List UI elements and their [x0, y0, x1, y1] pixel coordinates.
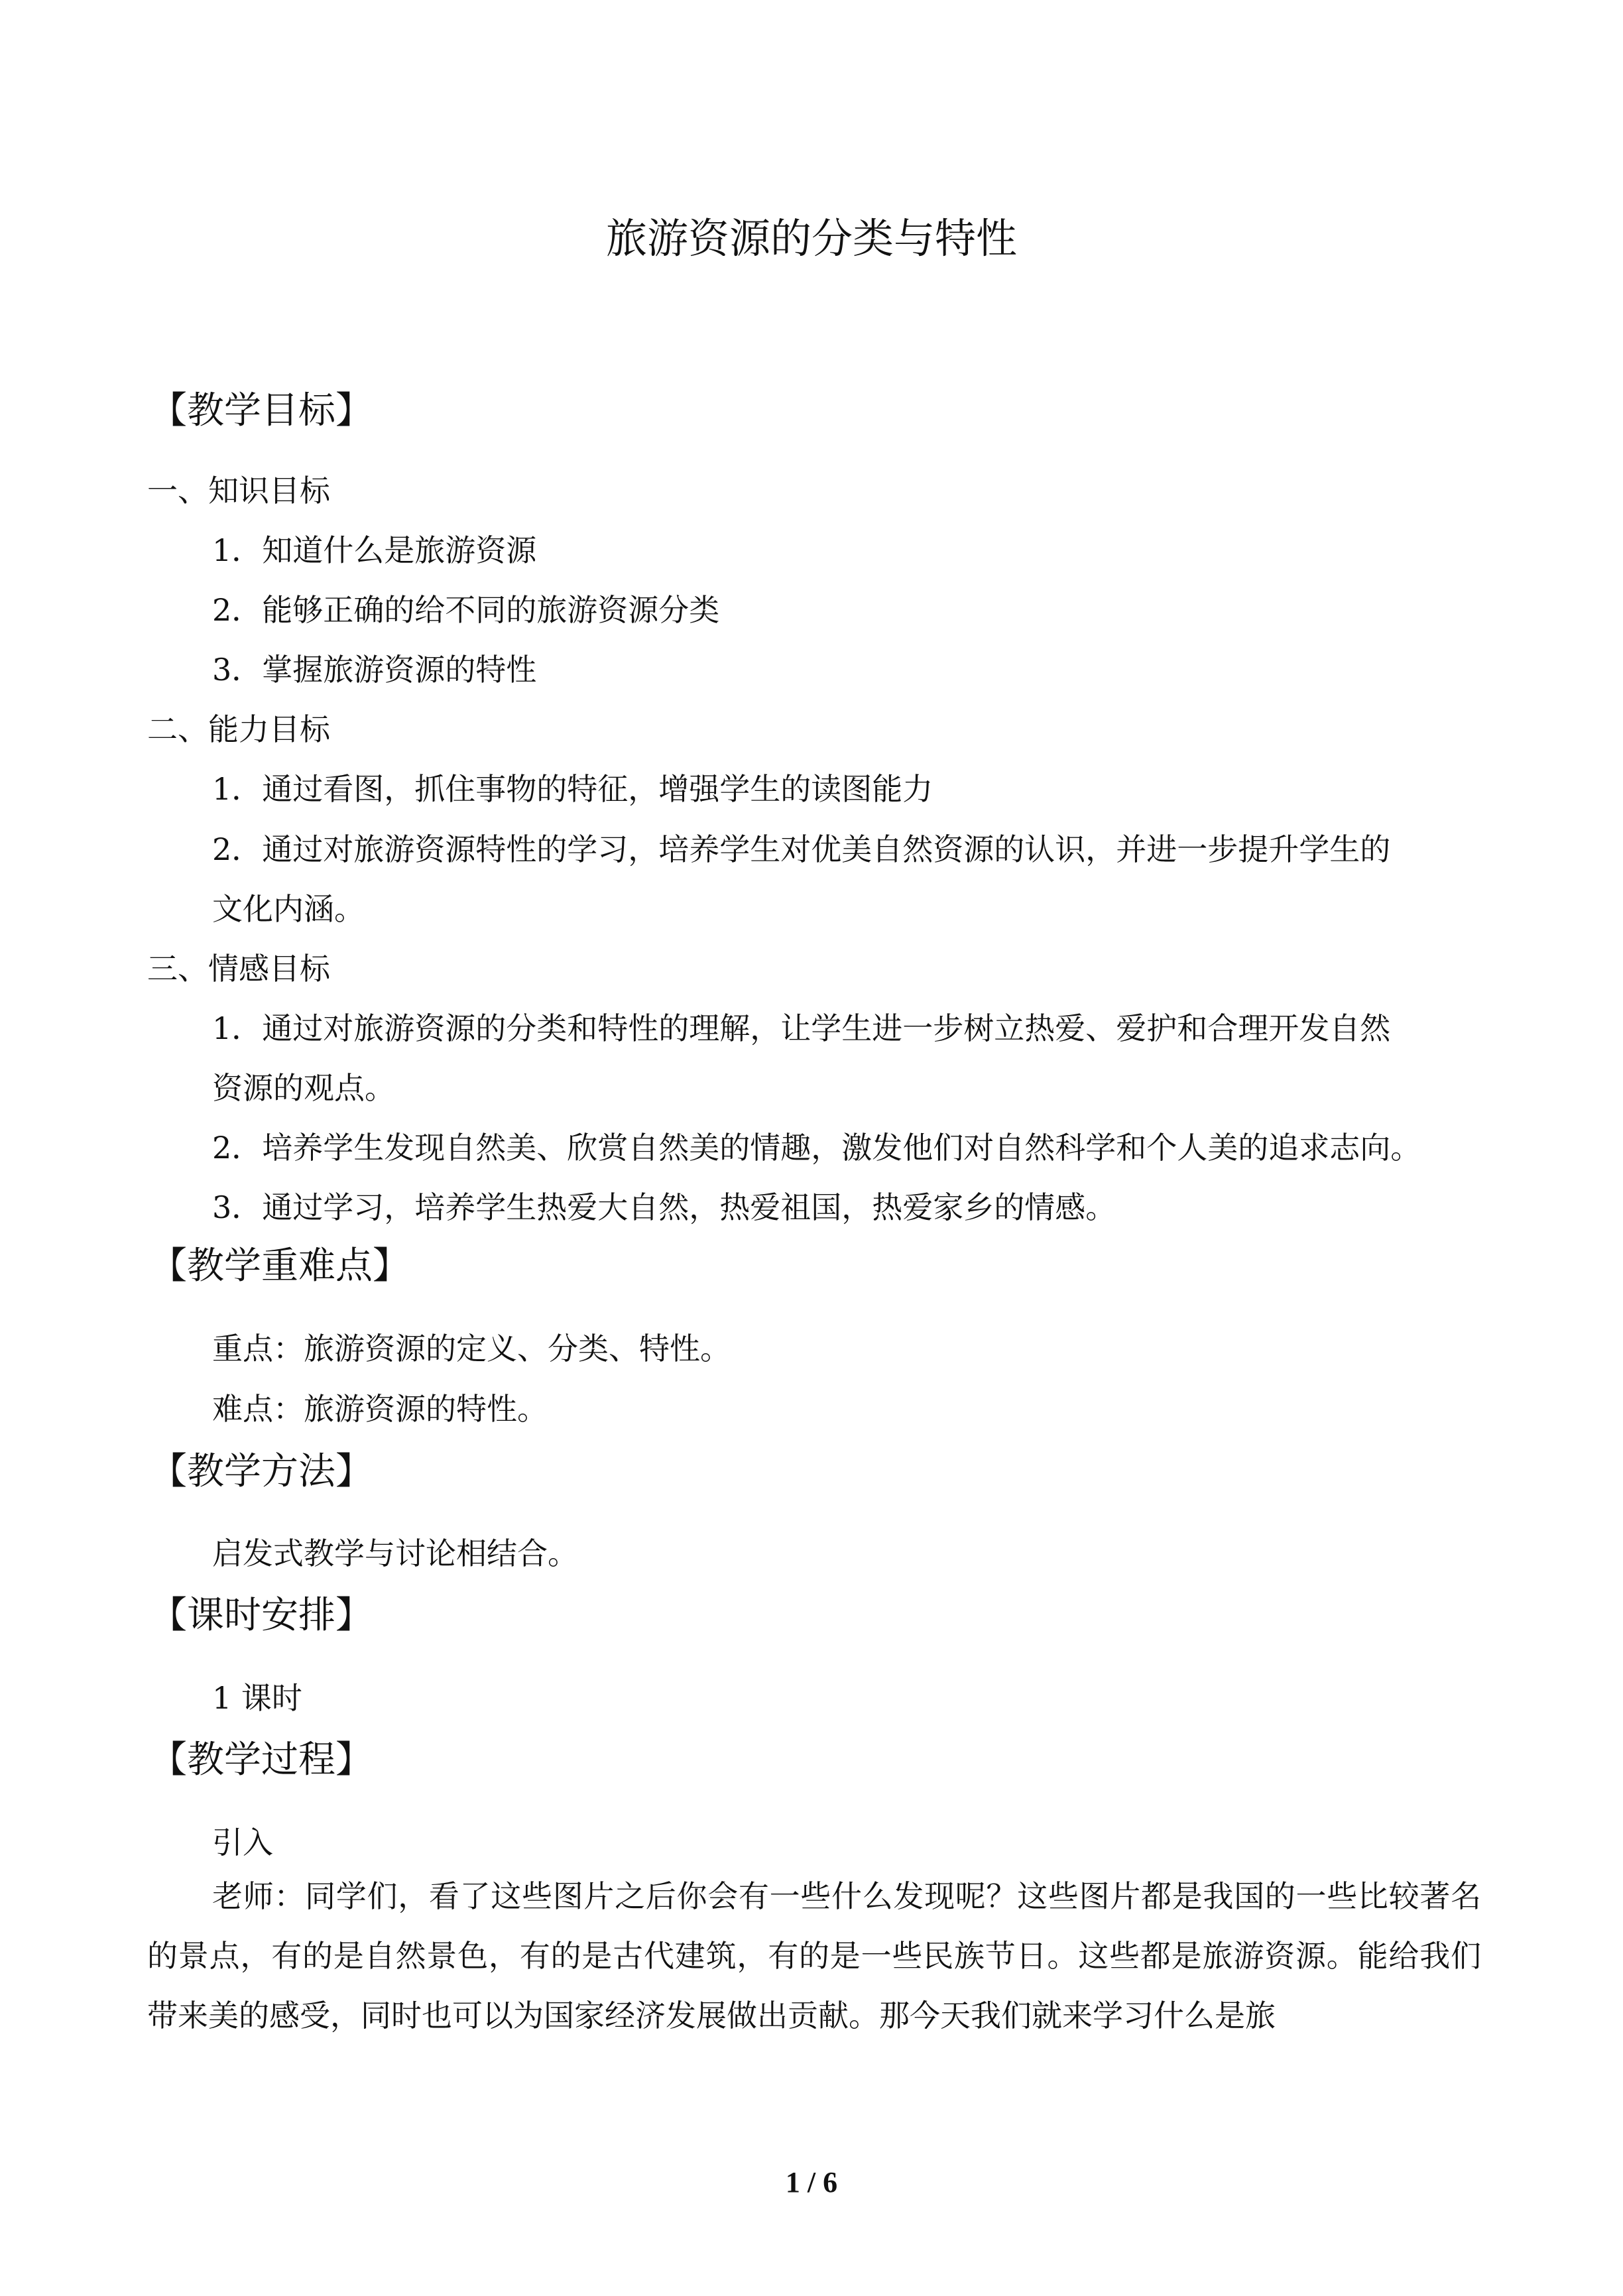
heading-schedule: 【课时安排】	[150, 1594, 373, 1637]
ability-item-1: 1．通过看图，抓住事物的特征，增强学生的读图能力	[212, 771, 933, 807]
emotion-item-1-line-1: 1．通过对旅游资源的分类和特性的理解，让学生进一步树立热爱、爱护和合理开发自然	[212, 1010, 1391, 1046]
emotion-item-1-line-2: 资源的观点。	[212, 1070, 395, 1106]
key-point-difficulty: 难点：旅游资源的特性。	[212, 1391, 548, 1427]
method-text: 启发式教学与讨论相结合。	[212, 1536, 578, 1571]
teacher-paragraph-text: 老师：同学们，看了这些图片之后你会有一些什么发现呢？这些图片都是我国的一些比较著名的景点，有的是自然景色，有的是古代建筑，有的是一些民族节日。这些都是旅游资源。能给我们带来美的感受，同时也可以为国家经济发展做出贡献。那今天我们就来学习什么是旅	[147, 1878, 1481, 2033]
ability-item-2-line-1: 2．通过对旅游资源特性的学习，培养学生对优美自然资源的认识，并进一步提升学生的	[212, 831, 1391, 867]
knowledge-item-3: 3．掌握旅游资源的特性	[212, 652, 537, 688]
process-intro-label: 引入	[212, 1825, 273, 1860]
emotion-item-3: 3．通过学习，培养学生热爱大自然，热爱祖国，热爱家乡的情感。	[212, 1189, 1116, 1225]
heading-process: 【教学过程】	[150, 1738, 373, 1782]
ability-label: 二、能力目标	[147, 711, 330, 747]
knowledge-item-1: 1．知道什么是旅游资源	[212, 532, 537, 568]
heading-method: 【教学方法】	[150, 1450, 373, 1493]
page-number: 1 / 6	[785, 2166, 838, 2199]
schedule-text: 1 课时	[212, 1680, 302, 1716]
knowledge-label: 一、知识目标	[147, 473, 330, 509]
key-point-focus: 重点：旅游资源的定义、分类、特性。	[212, 1331, 731, 1366]
emotion-item-2: 2．培养学生发现自然美、欣赏自然美的情趣，激发他们对自然科学和个人美的追求志向。	[212, 1130, 1421, 1166]
emotion-label: 三、情感目标	[147, 951, 330, 987]
teacher-paragraph	[147, 1866, 1481, 2045]
heading-objectives: 【教学目标】	[150, 389, 373, 432]
heading-key-points: 【教学重难点】	[150, 1244, 410, 1288]
ability-item-2-line-2: 文化内涵。	[212, 891, 365, 927]
document-title: 旅游资源的分类与特性	[605, 214, 1017, 263]
knowledge-item-2: 2．能够正确的给不同的旅游资源分类	[212, 592, 720, 628]
